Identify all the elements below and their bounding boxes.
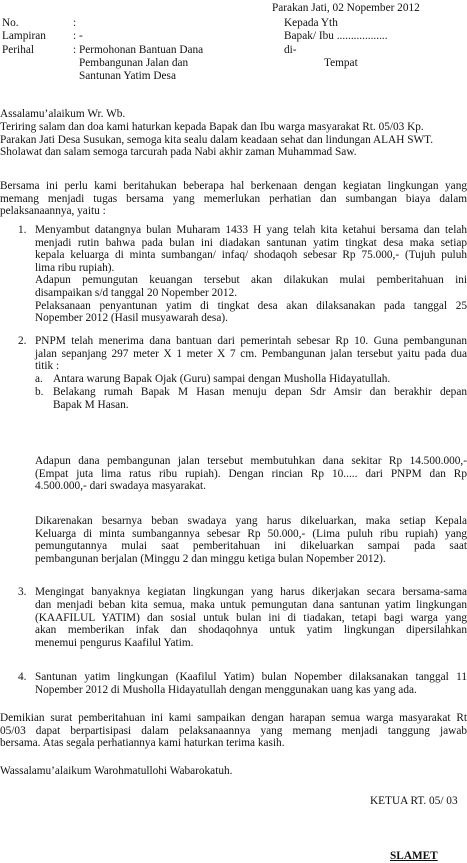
intro-paragraph [0, 180, 467, 218]
no-label: No. [2, 17, 19, 29]
paragraph-line: memang menjadi tugas bersama yang memerlukan perhatian dan sumbangan biaya dalam [0, 192, 467, 205]
perihal-label: Perihal [2, 44, 34, 56]
paragraph-line: Sholawat dan salam semoga tarcurah pada Nabi akhir zaman Muhammad Saw. [0, 146, 357, 159]
subitem-line: Belakang rumah Bapak M Hasan menuju depan Sdr Amsir dan berakhir depan [53, 386, 467, 398]
item-line: dan menjadi beban kita semua, maka untuk pemungutan dana santunan yatim lingkungan [35, 599, 467, 611]
item-line: Dikarenakan besarnya beban swadaya yang harus dikeluarkan, maka setiap Kepala [35, 515, 467, 527]
subitem [53, 386, 467, 411]
item-line: pemungutannya mulai saat pemberitahuan ini dikeluarkan sampai pada saat [35, 540, 467, 553]
item-line: Keluarga di minta sumbangannya sebesar Rp 50.000,- (Lima puluh ribu rupiah) yang [35, 527, 467, 540]
item-number: 4. [18, 671, 27, 683]
paragraph-line: Bersama ini perlu kami beritahukan beberapa hal berkenaan dengan kegiatan lingkungan yang [0, 180, 467, 192]
item-line: Santunan yatim lingkungan (Kaafilul Yatim) bulan Nopember dilaksanakan tanggal 11 [35, 671, 467, 683]
wassalam: Wassalamu’alaikum Warohmatullohi Wabarokatuh. [0, 765, 233, 777]
item-number: 2. [18, 335, 27, 347]
item-line: Adapun dana pembangunan jalan tersebut membutuhkan dana sekitar Rp 14.500.000,- [35, 455, 467, 467]
list-item-continuation [35, 684, 467, 697]
item-line: Pelaksanaan penyantunan yatim di tingkat desa akan dilaksanakan pada tanggal 25 [35, 299, 467, 312]
item-line: (Empat juta lima ratus ribu rupiah). Dengan rincian Rp 10..... dari PNPM dan Rp [35, 467, 467, 480]
salam: Assalamu’alaikum Wr. Wb. [0, 108, 126, 120]
lampiran-value: : - [73, 30, 83, 42]
item-line: (KAAFILUL YATIM) dan sosial untuk bulan ini di tiadakan, tetapi bagi warga yang [35, 611, 467, 624]
paragraph-line: bersama. Atas segala perhatiannya kami haturkan terima kasih. [0, 737, 285, 750]
paragraph-line: Teriring salam dan doa kami haturkan kepada Bapak dan Ibu warga masyarakat Rt. 05/03 Kp. [0, 121, 424, 133]
paragraph-line: 05/03 dapat berpartisipasi dalam pelaksanaannya yang memang menjadi tanggung jawab [0, 724, 467, 737]
item-line: Menyambut datangnya bulan Muharam 1433 H yang telah kita ketahui bersama dan telah [35, 224, 467, 236]
paragraph-line: Parakan Jati Desa Susukan, semoga kita sealu dalam keadaan sehat dan lindungan ALAH SWT. [0, 133, 434, 146]
perihal-line: : Permohonan Bantuan Dana [73, 44, 204, 56]
subitem-line: Bapak M Hasan. [53, 398, 129, 411]
item-line: titik : [35, 360, 60, 373]
item-line: menjadi rutin bahwa pada bulan ini diadakan santunan yatim tingkat desa maka setiap [35, 236, 467, 249]
perihal-line: Pembangunan Jalan dan [79, 57, 189, 69]
item-number: 1. [18, 224, 27, 236]
item-line: pembangunan berjalan (Minggu 2 dan minggu ketiga bulan Nopember 2012). [35, 552, 386, 565]
closing-paragraph [0, 712, 467, 750]
item-line: PNPM telah menerima dana bantuan dari pemerintah sebesar Rp 10. Guna pembangunan [35, 335, 467, 347]
recipient-line: Kepada Yth [284, 17, 338, 29]
place-date: Parakan Jati, 02 Nopember 2012 [272, 2, 420, 14]
item-line: menemui pengurus Kaafilul Yatim. [35, 636, 194, 649]
item-line: kepala keluarga di minta sumbangan/ infaq/ shodaqoh sebesar Rp 75.000,- (Tujuh puluh [35, 249, 467, 262]
list-item [35, 335, 467, 373]
item-paragraph [35, 515, 467, 565]
list-item [35, 671, 467, 684]
list-item [35, 224, 467, 325]
recipient-tempat: Tempat [324, 57, 358, 69]
item-number: 3. [18, 586, 27, 598]
item-line: lima ribu rupiah). [35, 261, 115, 274]
item-line: jalan sepanjang 297 meter X 1 meter X 7 cm. Pembangunan jalan tersebut yaitu pada dua [35, 347, 467, 360]
item-line: 4.500.000,- dari swadaya masyarakat. [35, 480, 206, 493]
signer-title: KETUA RT. 05/ 03 [370, 795, 458, 807]
list-item-continuation [35, 599, 467, 649]
item-line: Nopember 2012 (Hasil musyawarah desa). [35, 312, 228, 325]
perihal-line: Santunan Yatim Desa [79, 70, 176, 82]
subitem-label: a. [35, 373, 43, 385]
signer-name: SLAMET [390, 850, 438, 862]
subitem-line: Antara warung Bapak Ojak (Guru) sampai dengan Musholla Hidayatullah. [53, 373, 391, 385]
no-colon: : [73, 17, 77, 29]
recipient-line: Bapak/ Ibu .................. [284, 30, 388, 42]
subitem-label: b. [35, 386, 44, 398]
item-paragraph [35, 455, 467, 493]
item-line: Mengingat banyaknya kegiatan lingkungan yang harus dikerjakan secara bersama-sama [35, 586, 467, 598]
item-line: Adapun pemungutan keuangan tersebut akan dilakukan mulai pemberitahuan ini [35, 274, 467, 287]
item-line: disampaikan s/d tanggal 20 Nopember 2012. [35, 286, 238, 299]
recipient-line: di- [284, 44, 297, 56]
item-line: Nopember 2012 di Musholla Hidayatullah dengan menggunakan uang kas yang ada. [35, 684, 417, 696]
paragraph-line: pelaksanaannya, yaitu : [0, 205, 106, 218]
list-item [35, 586, 467, 599]
paragraph-line: Demikian surat pemberitahuan ini kami sampaikan dengan harapan semua warga masyarakat Rt [0, 712, 467, 724]
lampiran-label: Lampiran [2, 30, 46, 42]
opening-paragraph [0, 121, 467, 159]
item-line: akan memberikan infak dan shodaqohnya untuk yatim lingkungan dipersilahkan [35, 624, 467, 637]
